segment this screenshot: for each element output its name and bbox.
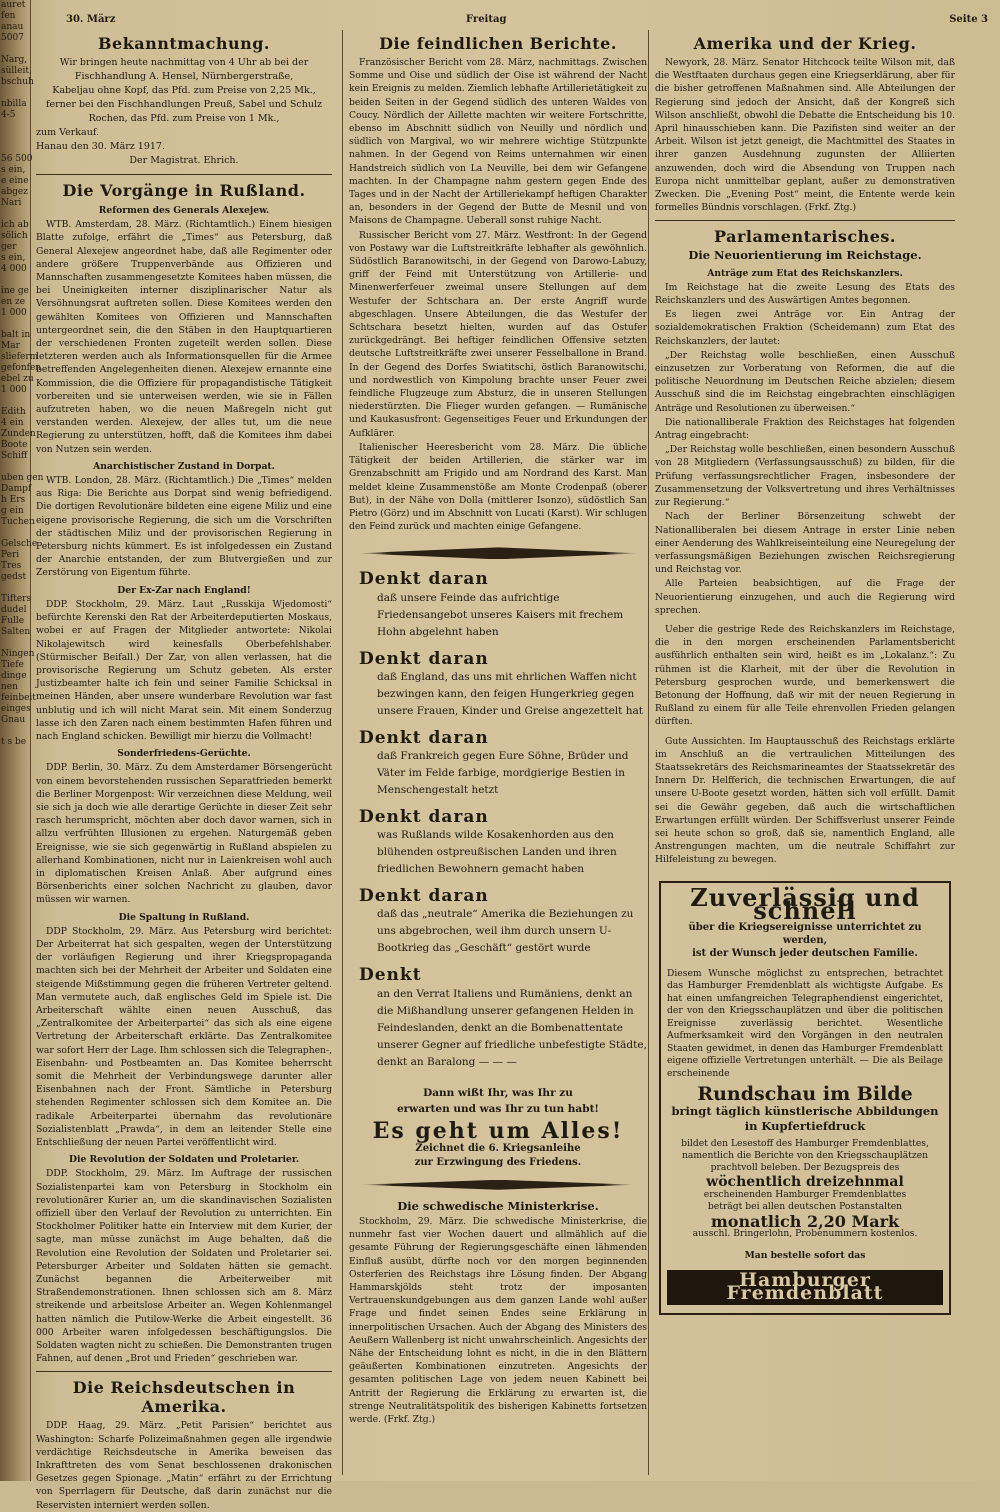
denkt-heading: Denkt daran — [359, 806, 489, 827]
closing-line: Dann wißt Ihr, was Ihr zu — [423, 1086, 573, 1099]
binding-fragment: dinge — [1, 671, 27, 681]
binding-fragment — [0, 638, 30, 649]
binding-fragment — [0, 396, 30, 407]
article-paragraph: Es liegen zwei Anträge vor. Ein Antrag der sozialdemokratischen Fraktion (Scheidemann) zum Etat des Reichskanzlers, der lautet: — [655, 309, 955, 347]
article-paragraph: Stockholm, 29. März. Die schwedische Ministerkrise, die nunmehr fast vier Wochen dauert und allmählich auf die gesamte Führung der Regierungsgeschäfte einen lähmenden Einfluß ausübt, dürfte noch vor den morgen beginnenden Osterferien des Reichstags ihre Lösung finden. Der Abgang Hammarskjölds steht trotz der imposanten Vertrauenskundgebungen aus dem ganzen Lande wohl außer Frage und findet seinen Endes seine Erklärung in innerpolitischen Ursachen. Auch der Abgang des Ministers des Aeußern Wallenberg ist nicht unwahrscheinlich. Angesichts der Nähe der Entscheidung lohnt es nicht, in die in den Blättern geäußerten Kombinationen einzutreten. Angesichts der gesamten politischen Lage von jedem neuen Kabinett bei Antritt der Regierung die Erklärung zu erwarten ist, die strenge Neutralitätspolitik des bisherigen Kabinetts fortsetzen werde. (Frkf. Ztg.) — [349, 1215, 647, 1425]
article-paragraph: Ueber die gestrige Rede des Reichskanzlers im Reichstage, die in den morgen erscheinenden Parlamentsbericht ausführlich enthalten sein wird, heißt es im „Lokalanz.“: Zu rühmen ist die Klarheit, mit der über die Revolution in Petersburg gesprochen wurde, und bemerkenswert die Betonung der Hoffnung, daß wir mit der neuen Regierung in Rußland zu einem für alle Teile ehrenvollen Frieden gelangen dürften. — [655, 623, 955, 728]
ministerkrise-title: Die schwedische Ministerkrise. — [397, 1198, 599, 1213]
denkt-text: daß England, das uns mit ehrlichen Waffen nicht bezwingen kann, den feigen Hungerkrieg gegen unsere Frauen, Kinder und Greise angezettelt hat — [377, 670, 643, 717]
binding-fragment: slieferm — [1, 352, 39, 362]
ad-weekly: wöchentlich dreizehnmal — [706, 1173, 904, 1190]
denkt-closing — [349, 1085, 647, 1117]
ad-small-line: bildet den Lesestoff des Hamburger Fremdenblattes, — [681, 1137, 929, 1149]
binding-fragment — [0, 44, 30, 55]
binding-fragment: auret — [1, 0, 26, 10]
ad-headline: Zuverlässig und schnell — [690, 882, 920, 925]
vorgaenge-subtitle: Reformen des Generals Alexejew. — [98, 205, 270, 216]
binding-fragment: abgez — [1, 187, 28, 197]
binding-fragment: Tuchen — [1, 517, 35, 527]
ad-subline: über die Kriegsereignisse unterrichtet zu werden, — [688, 921, 922, 946]
binding-fragment: nen — [1, 682, 18, 692]
binding-fragment: e eine — [1, 176, 29, 186]
sonderfrieden-title: Sonderfriedens-Gerüchte. — [117, 748, 251, 760]
article-paragraph: DDP. Stockholm, 29. März. Im Auftrage der russischen Sozialistenpartei kam von Petersburg in Stockholm ein revolutionärer Kurier an, um die skandinavischen Sozialisten offiziell über den Verlauf der Revolution zu unterrichten. Ein Stockholmer Politiker hatte ein Interview mit dem Kurier, der sagte, man müsse zunächst im Auge behalten, daß die Revolution eine Revolution der Soldaten und Proletarier sei. Petersburger Arbeiter und Soldaten hätten sie gemacht. Zunächst begannen die Arbeiterweiber mit Straßendemonstrationen. Ihnen schlossen sich am 8. März streikende und arbeitslose Arbeiter an. Wegen Kohlenmangel hatten nämlich die Putilow-Werke die Arbeit eingestellt. 36 000 Arbeiter waren infolgedessen beschäftigungslos. Die Soldaten wagten nicht zu schießen. Die Demonstranten trugen Fahnen, auf denen „Brot und Frieden“ geschrieben war. — [36, 1168, 332, 1365]
column-left — [36, 30, 332, 1511]
binding-fragment: gedst — [1, 572, 27, 582]
binding-fragment: Boote — [1, 440, 28, 450]
binding-fragment: 4 ein — [1, 418, 24, 428]
bk-line: Kabeljau ohne Kopf, das Pfd. zum Preise von 2,25 Mk., — [52, 85, 316, 96]
es-geht-um-alles-headline: Es geht um Alles! — [372, 1117, 624, 1144]
binding-fragment: Zunden — [1, 429, 36, 439]
neuorientierung-subtitle: Anträge zum Etat des Reichskanzlers. — [707, 267, 903, 279]
ad-small-line: beträgt bei allen deutschen Postanstalten — [707, 1200, 903, 1212]
article-paragraph: „Der Reichstag wolle beschließen, einen besondern Ausschuß von 28 Mitgliedern (Verfassungsausschuß) zu bilden, für die Prüfung verfassungsrechtlicher Fragen, insbesondere der Zusammensetzung der Volksvertretung und ihres Verhältnisses zur Regierung.“ — [655, 444, 955, 509]
binding-fragment: sölich — [1, 231, 28, 241]
article-paragraph: Nach der Berliner Börsenzeitung schwebt der Nationalliberalen bei diesem Antrage in erster Linie neben einer Aenderung des Wahlkreiseinteilung eine Neuregelung der verfassungsmäßigen Beziehungen zwischen Reichsregierung und Reichstag vor. — [655, 511, 955, 576]
anleihe-line: Zeichnet die 6. Kriegsanleihe — [415, 1142, 581, 1154]
binding-fragment: nbilla — [1, 99, 27, 109]
denkt-text: was Rußlands wilde Kosakenhorden aus den blühenden ostpreußischen Landen und ihren friedlichen Bewohnern gemacht haben — [377, 829, 617, 876]
closing-line: erwarten und was Ihr zu tun habt! — [396, 1102, 600, 1115]
binding-fragment — [0, 275, 30, 286]
article-paragraph: WTB. London, 28. März. (Richtamtlich.) Die „Times“ melden aus Riga: Die Berichte aus Dorpat sind wenig befriedigend. Die dortigen Revolutionäre bildeten eine eigene Miliz und eine eigene provisorische Regierung, die sich um die Vorschriften der städtischen Miliz und der provisorischen Regierung in Petersburg nichts kümmert. Es ist infolgedessen ein Zustand der Anarchie entstanden, der zum Blutvergießen und zur Zerstörung von Eigentum führte. — [36, 475, 332, 579]
bk-line: Wir bringen heute nachmittag von 4 Uhr ab bei der — [59, 57, 309, 68]
binding-fragment: anau — [1, 22, 24, 32]
binding-fragment: fen — [1, 11, 16, 21]
bk-line: Rochen, das Pfd. zum Preise von 1 Mk., — [88, 113, 280, 124]
binding-fragment — [0, 319, 30, 330]
binding-fragment: s ein, — [1, 253, 26, 263]
neuorientierung-title: Die Neuorientierung im Reichstage. — [688, 248, 922, 263]
bekanntmachung-title: Bekanntmachung. — [97, 34, 270, 53]
denkt-heading: Denkt daran — [359, 569, 489, 590]
bekanntmachung-body — [36, 56, 332, 168]
binding-fragment: feinbeit — [1, 693, 36, 703]
feindliche-berichte-title: Die feindlichen Berichte. — [379, 34, 617, 53]
binding-fragment: Fulle — [1, 616, 25, 626]
header-page-number: Seite 3 — [949, 14, 988, 25]
binding-fragment: Tiefe — [1, 660, 24, 670]
binding-fragment: Mar — [1, 341, 20, 351]
binding-fragment: Salten — [1, 627, 31, 637]
binding-fragment — [0, 132, 30, 143]
amerika-title: Amerika und der Krieg. — [693, 34, 917, 53]
kriegsanleihe-appeal — [349, 1142, 647, 1170]
binding-fragment: Narg, — [1, 55, 28, 65]
binding-fragment: sülleit, — [1, 66, 32, 76]
binding-fragment: ine ge — [1, 286, 29, 296]
binding-fragment: Schiff — [1, 451, 28, 461]
page-header — [36, 14, 992, 30]
article-paragraph: Alle Parteien beabsichtigen, auf die Frage der Neuorientierung einzugehen, und auch die Regierung wird sprechen. — [655, 578, 955, 616]
denkt-heading: Denkt daran — [359, 886, 489, 907]
denkt-text: daß unsere Feinde das aufrichtige Friedensangebot unseres Kaisers mit frechem Hohn abgelehnt haben — [377, 591, 624, 638]
ad-order: Man bestelle sofort das — [744, 1250, 866, 1262]
binding-fragment — [0, 528, 30, 539]
article-paragraph: „Der Reichstag wolle beschließen, einen Ausschuß einzusetzen zur Vorberatung von Reformen, die auf die politische Neuordnung im Deutschen Reiche abzielen; diesem Ausschuß sind die im Reichstag eingebrachten einschlägigen Anträge und Resolutionen zu überweisen.“ — [655, 349, 955, 414]
divider — [655, 220, 955, 221]
binding-fragment — [0, 88, 30, 99]
binding-fragment: 4-5 — [1, 110, 16, 120]
denkt-heading: Denkt daran — [359, 648, 489, 669]
binding-fragment: h Ers — [1, 495, 26, 505]
binding-fragment: Peri — [1, 550, 20, 560]
header-date: 30. März — [66, 14, 116, 25]
article-paragraph: DDP Stockholm, 29. März. Aus Petersburg wird berichtet: Der Arbeiterrat hat sich gespalten, wegen der Unterstützung der vorläufigen Regierung und ihrer Kriegspropaganda machten sich bei der Mehrheit der Arbeiter und Soldaten eine steigende Mißstimmung gegen die früheren Vertreter geltend. Man vermutete auch, daß englisches Geld im Spiele ist. Die Arbeiterschaft wählte einen neuen Ausschuß, das „Zentralkomitee der Arbeiterpartei“ das sich als eine eigene Vertretung der Arbeiterschaft erklärte. Das Zentralkomitee war sofort Herr der Lage. Ihm schlossen sich die Telegraphen-, Eisenbahn- und Postbeamten an. Das Komitee beherrscht somit die Mehrheit der Verbindungswege darunter aller Eisenbahnen nach der Front. Sämtliche in Petersburg stehenden Regimenter schlossen sich dem Komitee an. Die radikale Arbeiterpartei übernahm das revolutionäre Sozialistenblatt „Prawda“, in dem an leitender Stelle eine Entschließung der neuen Partei veröffentlicht wird. — [36, 925, 332, 1149]
binding-fragment: Gelsche — [1, 539, 38, 549]
parlamentarisches-title: Parlamentarisches. — [714, 227, 896, 247]
column-right — [648, 30, 955, 1475]
ad-subline: ist der Wunsch jeder deutschen Familie. — [692, 947, 918, 959]
binding-fragment: gefonfen — [1, 363, 42, 373]
denkt-text: an den Verrat Italiens und Rumäniens, denkt an die Mißhandlung unserer gefangenen Helden in Feindeslanden, denkt an die Bombenattentate unserer Gegner auf friedliche unbefestigte Städte, denkt an Baralong — — — — [377, 987, 647, 1068]
fremdenblatt-advertisement — [659, 881, 951, 1315]
ad-rundschau-line: in Kupfertiefdruck — [744, 1118, 866, 1133]
binding-fragment: ich ab — [1, 220, 29, 230]
binding-fragment: uben gen — [1, 473, 44, 483]
exzar-title: Der Ex-Zar nach England! — [117, 584, 251, 596]
column-middle — [342, 30, 647, 1475]
ad-small-line: namentlich die Berichte von den Kriegsschauplätzen prachtvoll beleben. Der Bezugspreis des — [681, 1149, 929, 1173]
article-paragraph: Die nationalliberale Fraktion des Reichstages hat folgenden Antrag eingebracht: — [655, 416, 955, 442]
denkt-heading: Denkt daran — [359, 727, 489, 748]
article-paragraph: DDP. Berlin, 30. März. Zu dem Amsterdamer Börsengerücht von einem bevorstehenden russischen Separatfrieden bemerkt die Berliner Morgenpost: Wir verzeichnen diese Meldung, weil sie sich ja doch wie alle derartige Gerüchte in dieser Zeit sehr rasch herumspricht, möchten aber doch davor warnen, sich in allzu verfrühten Illusionen zu ergehen. Naturgemäß geben Ereignisse, wie sie sich gegenwärtig in Rußland abspielen zu allerhand Kombinationen, nicht nur in Laienkreisen wohl auch in diplomatischen Kreisen Anlaß. Aber aufgrund eines Börsenberichts einer solchen Nachricht zu glauben, davor müssen wir warnen. — [36, 762, 332, 906]
article-paragraph: Russischer Bericht vom 27. März. Westfront: In der Gegend von Postawy war die Luftstreitkräfte lebhafter als gewöhnlich. Südöstlich Baranowitschi, in der Gegend von Darowo-Labuzy, griff der Feind mit Unterstützung von Artillerie- und Minenwerferfeuer zweimal unsere Stellungen auf dem Westufer der Schtschara an. Der erste Angriff wurde abgeschlagen. Unsere Abteilungen, die das Westufer der Schtschara besetzt hielten, wurden auf das Ostufer zurückgedrängt. Bei heftiger feindlichen Offensive setzten deutsche Luftstreitkräfte zwei unserer Fesselballone in Brand. In der Gegend des Dorfes Swiatitschi, östlich Baranowitschi, und nordwestlich von Kimpolung brachte unser Feuer zwei feindliche Flugzeuge zum Absturz, die in unseren Stellungen niederstürzten. Die Flieger wurden gefangen. — Rumänische und Kaukasusfront: Gegenseitiges Feuer und Erkundungen der Aufklärer. — [349, 229, 647, 439]
anarchie-title: Anarchistischer Zustand in Dorpat. — [93, 460, 275, 472]
denkt-heading: Denkt — [359, 965, 422, 986]
bk-line: ferner bei den Fischhandlungen Preuß, Sabel und Schulz — [45, 99, 323, 110]
binding-fragment — [0, 209, 30, 220]
ornament-divider — [357, 547, 639, 559]
binding-fragment: 1 000 — [1, 385, 27, 395]
binding-fragment: s ein, — [1, 165, 26, 175]
binding-fragment: einges — [1, 704, 31, 714]
anleihe-line: zur Erzwingung des Friedens. — [414, 1156, 582, 1168]
binding-fragment — [0, 583, 30, 594]
bk-date: Hanau den 30. März 1917. — [36, 141, 165, 152]
binding-fragment — [0, 121, 30, 132]
ad-small-line: erscheinenden Hamburger Fremdenblattes — [703, 1188, 907, 1200]
binding-fragment: Tifters — [1, 594, 32, 604]
bk-line: Fischhandlung A. Hensel, Nürnbergerstraße, — [74, 71, 294, 82]
divider — [36, 174, 332, 175]
article-paragraph: DDP. Haag, 29. März. „Petit Parisien“ berichtet aus Washington: Scharfe Polizeimaßnahmen gegen alle irgendwie verdächtige Reichsdeutsche in Amerika beweisen das Inkrafttreten des vom Senat beschlossenen drakonischen Gesetzes gegen Spionage. „Matin“ erfährt zu der Errichtung von Sperrlagern für Deutsche, daß darin zunächst nur die Reservisten interniert werden sollen. — [36, 1420, 332, 1511]
ad-rundschau-title: Rundschau im Bilde — [697, 1083, 913, 1106]
binding-fragment: Ningen — [1, 649, 35, 659]
ad-brand-logo: Hamburger Fremdenblatt — [667, 1270, 943, 1304]
binding-fragment: t s be — [1, 737, 27, 747]
binding-fragment: Nari — [1, 198, 22, 208]
divider — [36, 1371, 332, 1372]
binding-fragment: ebel zu — [1, 374, 34, 384]
binding-fragment: balt in — [1, 330, 31, 340]
binding-fragment: 5007 — [1, 33, 24, 43]
binding-fragment — [0, 143, 30, 154]
binding-fragment: g ein — [1, 506, 24, 516]
binding-fragment: 4 000 — [1, 264, 27, 274]
vorgaenge-title: Die Vorgänge in Rußland. — [62, 181, 306, 200]
article-paragraph: Gute Aussichten. Im Hauptausschuß des Reichstags erklärte im Anschluß an die vertraulichen Mitteilungen des Staatssekretärs des Reichsmarineamtes der Staatssekretär des Innern Dr. Helfferich, die technischen Erwartungen, die auf unsere U-Boote gesetzt worden, hätten sich voll erfüllt. Damit sei die Gewähr gegeben, daß auch die wirtschaftlichen Erwartungen erfüllt würden. Der Schiffsverlust unserer Feinde sei heute schon so groß, daß sie, namentlich England, alle Anstrengungen machten, um die neutrale Schiffahrt zur Hilfeleistung zu bewegen. — [655, 735, 955, 866]
article-paragraph: Newyork, 28. März. Senator Hitchcock teilte Wilson mit, daß die Westftaaten durchaus gegen eine Kriegserklärung, aber für die bisher getroffenen Maßnahmen sind. Alle Abteilungen der Regierung sind jedoch der Ansicht, daß der Kongreß sich Wilson anschließt, obwohl die Debatte die Entscheidung bis 10. April hinausschieben kann. Die Pazifisten sind weiter an der Arbeit. Wilson ist jetzt geneigt, die Machtmittel des Staates in ihrer ganzen Ausdehnung zugunsten der Alliierten anzuwenden, doch wird die Absendung von Truppen nach Europa nicht unmittelbar geplant, außer zu demonstrativen Zwecken. Die „Evening Post“ meint, die Entente werde kein formelles Bündnis vorschlagen. (Frkf. Ztg.) — [655, 57, 955, 214]
denkt-daran-block — [349, 569, 647, 1169]
article-paragraph: DDP. Stockholm, 29. März. Laut „Russkija Wjedomosti“ befürchte Kerenski den Rat der Arbeiterdeputierten Moskaus, wobei er auf Fragen der Mitglieder antwortete: Nikolai Nikolajewitsch wird keinesfalls Oberbefehlshaber. (Stürmischer Beifall.) Der Zar, von allen verlassen, hat die provisorische Regierung um Schutz gebeten. Als erster Justizbeamter halte ich fein und seiner Familie Schicksal in meinen Händen, aber unsere wunderbare Revolution war fast unblutig und ich will nicht Marat sein. Mit einem Sonderzug lasse ich den Zaren nach einem bestimmten Hafen führen und nach England schicken. Bewilligt mir hierzu die Vollmacht! — [36, 598, 332, 742]
binding-fragment: Tres — [1, 561, 22, 571]
binding-fragment: ger — [1, 242, 17, 252]
bk-line: zum Verkauf. — [36, 127, 100, 138]
ad-price-note: ausschl. Bringerlohn, Probenummern kostenlos. — [692, 1228, 918, 1240]
denkt-text: daß das „neutrale“ Amerika die Beziehungen zu uns abgebrochen, weil ihm durch unsern U-Bootkrieg das „Geschäft“ gestört wurde — [377, 908, 634, 955]
binding-fragment: Dampf — [1, 484, 32, 494]
binding-fragment — [0, 726, 30, 737]
ad-price: monatlich 2,20 Mark — [710, 1211, 900, 1231]
binding-fragment: en ze — [1, 297, 26, 307]
article-paragraph: Im Reichstage hat die zweite Lesung des Etats des Reichskanzlers und des Auswärtigen Amtes begonnen. — [655, 281, 955, 307]
binding-fragment: bschuh — [1, 77, 34, 87]
bk-signature: Der Magistrat. Ehrich. — [129, 155, 239, 166]
ad-rundschau-line: bringt täglich künstlerische Abbildungen — [671, 1103, 939, 1118]
ad-body: Diesem Wunsche möglichst zu entsprechen, betrachtet das Hamburger Fremdenblatt als wichtigste Aufgabe. Es hat einen umfangreichen Telegraphendienst eingerichtet, der von den Kriegsschauplätzen und über die politischen Ereignisse zuverlässig berichtet. Wesentliche Aufmerksamkeit wird den Vorgängen in den neutralen Staaten gewidmet, in denen das Hamburger Fremdenblatt eigene offizielle Vertretungen unterhält. — Die als Beilage erscheinende — [667, 967, 943, 1079]
article-paragraph: WTB. Amsterdam, 28. März. (Richtamtlich.) Einem hiesigen Blatte zufolge, erfährt die „Times“ aus Petersburg, daß General Alexejew angeordnet habe, daß alle Regimenter oder andere größere Truppenverbände aus Offizieren und Mannschaften zusammengesetzte Komitees haben müssen, die bei Uneinigkeiten interner disziplinarischer Natur als Versöhnungsrat auftreten sollen. Diese Komitees werden den gewählten Komitees von Offizieren und Mannschaften untergeordnet sein, die den Stäben in den Hauptquartieren der verschiedenen Fronten zugeteilt werden sollen. Diese letzteren werden auch als Informationsquellen für die Armee betreffenden Angelegenheiten dienen. Alexejew ernannte eine Kommission, die die Offiziere für propagandistische Tätigkeit vorbereiten und sie unterweisen werden, wie sie in Fällen aufzutreten haben, wo die neuen Maßregeln nicht gut verstanden werden. Alexejew, der alles tut, um die neue Regierung zu unterstützen, hofft, daß die Komitees ihm dabei von Nutzen sein werden. — [36, 219, 332, 455]
header-day: Freitag — [466, 14, 507, 25]
binding-fragment — [0, 462, 30, 473]
binding-fragment: Gnau — [1, 715, 26, 725]
article-paragraph: Italienischer Heeresbericht vom 28. März. Die übliche Tätigkeit der beiden Artillerien, die stärker war im Grenzabschnitt am Frigido und am Nordrand des Karst. Man meldet kleine Zusammenstöße am Monte Crodenpaß (oberer But), in der Nähe von Dolla (mittlerer Isonzo), südöstlich San Pietro (Görz) und im Abschnitt von Lucati (Karst). Wir schlugen den Feind zurück und machten einige Gefangene. — [349, 441, 647, 533]
binding-margin — [0, 0, 44, 1481]
binding-fragment: dudel — [1, 605, 27, 615]
binding-fragment: 56 500 — [1, 154, 33, 164]
spaltung-title: Die Spaltung in Rußland. — [118, 911, 250, 923]
denkt-text: daß Frankreich gegen Eure Söhne, Brüder und Väter im Felde farbige, mordgierige Bestien in Menschengestalt hetzt — [377, 749, 629, 796]
ornament-divider — [359, 1180, 637, 1190]
article-paragraph: Französischer Bericht vom 28. März, nachmittags. Zwischen Somme und Oise und südlich der Oise ist während der Nacht kein Ereignis zu melden. Ziemlich lebhafte Artillerietätigkeit zu beiden Seiten in der Gegend südlich des unteren Waldes von Coucy. Nördlich der Aillette machten wir weitere Fortschritte, ebenso im Abschnitt südlich von Neuilly und nördlich und südlich von Margival, wo wir mehrere wichtige Stützpunkte nahmen. In der Gegend von Reims unternahmen wir einen Handstreich südlich von La Neuville, bei dem wir Gefangene machten. In der Champagne nahm gestern gegen Ende des Tages und in der Nacht der Artilleriekampf heftigen Charakter an, besonders in der Gegend der Butte de Mesnil und von Maisons de Champagne. Ueberall sonst ruhige Nacht. — [349, 57, 647, 227]
revolution-title: Die Revolution der Soldaten und Proletarier. — [68, 1154, 300, 1166]
binding-fragment: 1 000 — [1, 308, 27, 318]
reichsdeutsche-title: Die Reichsdeutschen in Amerika. — [72, 1378, 296, 1417]
binding-fragment: Edith — [1, 407, 26, 417]
